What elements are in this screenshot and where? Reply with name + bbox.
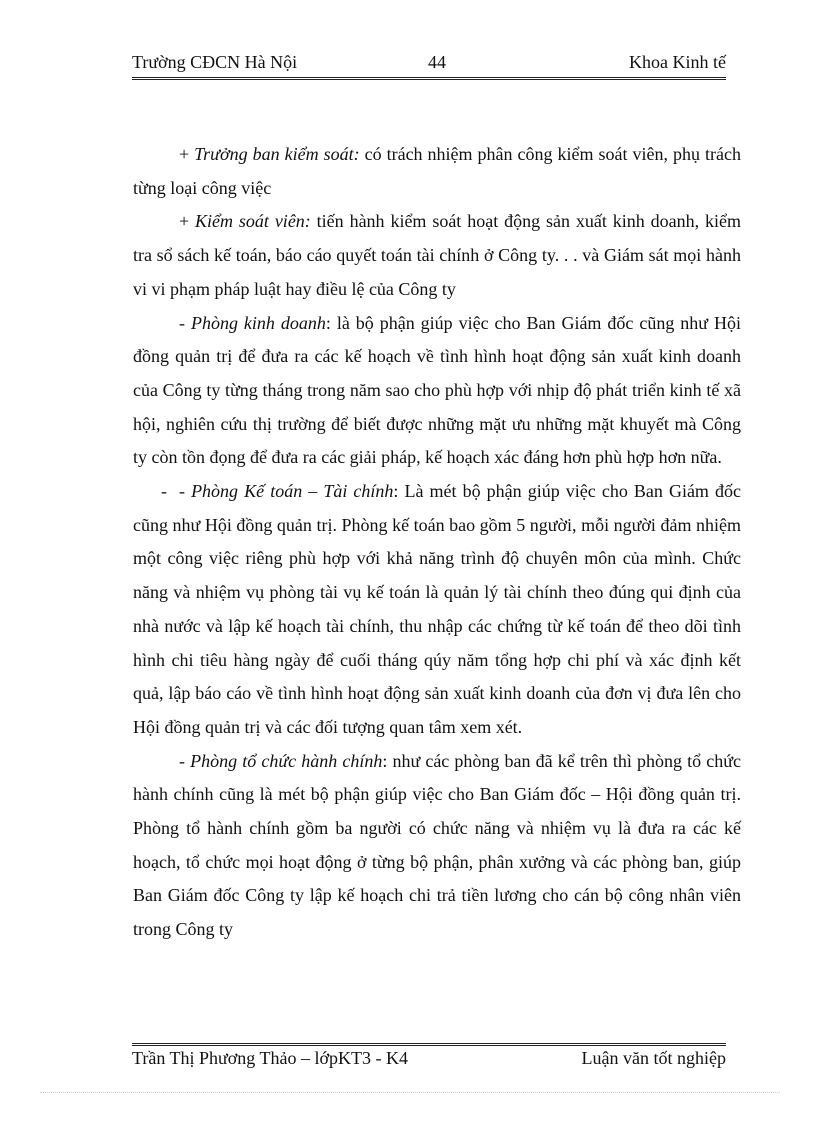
header-page-number: 44 <box>428 52 446 72</box>
paragraph-prefix: - <box>179 312 191 333</box>
paragraph-prefix: + <box>179 211 196 232</box>
paragraph-term: Trưởng ban kiểm soát: <box>194 144 360 164</box>
paragraph-phong-kinh-doanh <box>133 307 741 476</box>
paragraph-text: : như các phòng ban đã kể trên thì phòng tổ chức hành chính cũng là mét bộ phận giúp việc cho Ban Giám đốc – Hội đồng quản trị. Phòng tổ hành chính gồm ba người có chức năng và nhiệm vụ là đưa ra các kế hoạch, tổ chức mọi hoạt động ở từng bộ phận, phân xưởng và các phòng ban, giúp Ban Giám đốc Công ty lập kế hoạch chi trả tiền lương cho cán bộ công nhân viên trong Công ty <box>133 750 741 940</box>
paragraph-text: : Là mét bộ phận giúp việc cho Ban Giám đốc cũng như Hội đồng quản trị. Phòng kế toán bao gồm 5 người, mỗi người đảm nhiệm một công việc riêng phù hợp với khả năng trình độ chuyên môn của mình. Chức năng và nhiệm vụ phòng tài vụ kế toán là quản lý tài chính theo đúng qui định của nhà nước và lập kế hoạch tài chính, thu nhập các chứng từ kế toán để theo dõi tình hình chi tiêu hàng ngày để cuối tháng qúy năm tổng hợp chi phí và xác định kết quả, lập báo cáo về tình hình hoạt động sản xuất kinh doanh của đơn vị đưa lên cho Hội đồng quản trị và các đối tượng quan tâm xem xét. <box>133 481 741 737</box>
paragraph-prefix: - <box>179 750 191 771</box>
paragraph-text: : là bộ phận giúp việc cho Ban Giám đốc cũng như Hội đồng quản trị để đưa ra các kế hoạch về tình hình hoạt động sản xuất kinh doanh của Công ty từng tháng trong năm sao cho phù hợp với nhịp độ phát triển kinh tế xã hội, nghiên cứu thị trường để biết được những mặt ưu những mặt khuyết mà Công ty còn tồn đọng để đưa ra các giải pháp, kế hoạch xác đáng hơn phù hợp hơn nữa. <box>133 312 741 468</box>
page-header <box>132 52 726 78</box>
paragraph-text: tiến hành kiểm soát hoạt động sản xuất kinh doanh, kiểm tra sổ sách kế toán, báo cáo quyết toán tài chính ở Công ty. . . và Giám sát mọi hành vi vi phạm pháp luật hay điều lệ của Công ty <box>133 211 741 299</box>
page-footer <box>132 1048 726 1074</box>
paragraph-kiem-soat-vien <box>133 205 741 306</box>
paragraph-prefix: - <box>179 481 192 502</box>
page-bottom-dotted-line <box>40 1092 780 1093</box>
paragraph-term: Phòng tổ chức hành chính <box>190 750 383 771</box>
paragraph-phong-ke-toan <box>133 475 741 745</box>
header-department: Khoa Kinh tế <box>629 52 726 72</box>
paragraph-prefix: + <box>179 144 195 164</box>
list-marker: - <box>161 481 167 502</box>
footer-author: Trần Thị Phương Thảo – lớpKT3 - K4 <box>132 1048 408 1068</box>
footer-rule <box>132 1043 726 1046</box>
document-body <box>133 138 741 947</box>
header-school: Trường CĐCN Hà Nội <box>132 52 298 72</box>
paragraph-term: Phòng kinh doanh <box>190 312 326 333</box>
paragraph-truong-ban-kiem-soat <box>133 138 741 205</box>
paragraph-phong-to-chuc <box>133 745 741 947</box>
paragraph-term: Kiểm soát viên: <box>195 211 311 232</box>
footer-doc-type: Luận văn tốt nghiệp <box>581 1048 726 1068</box>
paragraph-text: có trách nhiệm phân công kiểm soát viên, phụ trách từng loại công việc <box>133 144 741 198</box>
paragraph-term: Phòng Kế toán – Tài chính <box>191 481 394 502</box>
header-rule <box>132 77 726 80</box>
